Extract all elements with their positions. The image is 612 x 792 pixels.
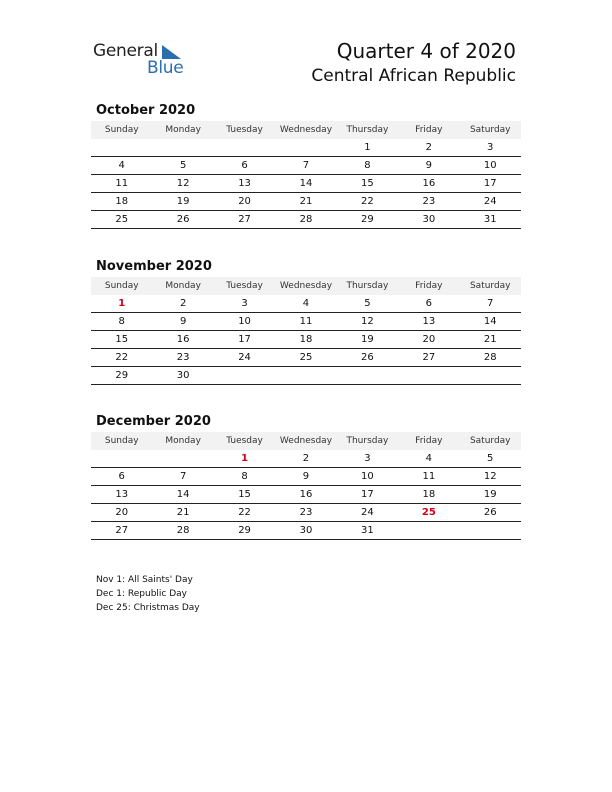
weekday-header — [91, 432, 521, 450]
calendar-day: 30 — [422, 214, 436, 225]
calendar-day — [91, 450, 152, 467]
calendar-day: 15 — [115, 334, 129, 345]
calendar-day: 28 — [483, 352, 497, 363]
weekday-label: Tuesday — [226, 436, 263, 446]
weekday-label: Thursday — [346, 125, 389, 135]
month-december — [91, 412, 521, 540]
calendar-day: 6 — [425, 298, 432, 309]
calendar-day: 2 — [179, 298, 187, 309]
calendar-day: 8 — [118, 316, 125, 327]
weekday-label: Saturday — [469, 125, 511, 135]
calendar-day: 27 — [238, 214, 251, 225]
weekday-label: Wednesday — [279, 436, 333, 446]
calendar-day: 9 — [302, 471, 310, 482]
calendar-week-row — [91, 468, 521, 486]
calendar-day: 2 — [302, 453, 310, 464]
calendar-day: 21 — [299, 196, 313, 207]
calendar-week-row — [91, 175, 521, 193]
logo-general-text: General — [93, 41, 158, 61]
calendar-day: 3 — [487, 142, 494, 153]
calendar-day: 8 — [241, 471, 248, 482]
weekday-label: Friday — [415, 436, 443, 446]
calendar-day: 9 — [179, 316, 187, 327]
weekday-label: Tuesday — [226, 281, 263, 291]
weekday-label: Saturday — [469, 281, 511, 291]
weekday-label: Friday — [415, 281, 443, 291]
calendar-day: 1 — [241, 453, 249, 464]
calendar-day: 18 — [115, 196, 129, 207]
weekday-label: Wednesday — [279, 125, 333, 135]
calendar-day: 12 — [483, 471, 497, 482]
calendar-day: 13 — [115, 489, 129, 500]
logo — [93, 41, 193, 81]
weekday-label: Wednesday — [279, 281, 333, 291]
calendar-day: 4 — [425, 453, 432, 464]
calendar-day: 4 — [118, 160, 125, 171]
calendar-day: 29 — [115, 370, 129, 381]
calendar-week-row — [91, 450, 521, 468]
calendar-day: 1 — [118, 298, 126, 309]
calendar-week-row — [91, 295, 521, 313]
calendar-day: 30 — [299, 525, 313, 536]
calendar-day — [337, 367, 398, 384]
calendar-day: 29 — [238, 525, 251, 536]
month-title: November 2020 — [96, 259, 212, 274]
calendar-week-row — [91, 313, 521, 331]
calendar-week-row — [91, 504, 521, 522]
holiday-note: Dec 1: Republic Day — [96, 589, 187, 599]
calendar-day — [398, 522, 459, 539]
calendar-day: 3 — [364, 453, 371, 464]
month-grid — [91, 295, 521, 385]
calendar-day: 31 — [361, 525, 374, 536]
calendar-day: 6 — [241, 160, 248, 171]
calendar-day: 5 — [179, 160, 187, 171]
month-october — [91, 101, 521, 229]
calendar-day — [275, 367, 336, 384]
calendar-day: 16 — [176, 334, 190, 345]
calendar-day: 23 — [176, 352, 190, 363]
weekday-label: Thursday — [346, 436, 389, 446]
weekday-label: Saturday — [469, 436, 511, 446]
calendar-day: 10 — [361, 471, 374, 482]
calendar-week-row — [91, 211, 521, 229]
calendar-day: 26 — [176, 214, 190, 225]
calendar-day: 4 — [302, 298, 310, 309]
calendar-week-row — [91, 349, 521, 367]
calendar-day: 11 — [115, 178, 129, 189]
page-subtitle: Central African Republic — [311, 66, 516, 86]
calendar-day: 5 — [487, 453, 494, 464]
calendar-day: 12 — [361, 316, 374, 327]
calendar-day: 24 — [361, 507, 374, 518]
calendar-day: 17 — [361, 489, 374, 500]
weekday-label: Friday — [415, 125, 443, 135]
calendar-day: 11 — [422, 471, 436, 482]
holiday-notes — [96, 573, 200, 615]
calendar-day: 14 — [483, 316, 497, 327]
calendar-day: 20 — [115, 507, 129, 518]
calendar-day: 31 — [483, 214, 497, 225]
logo-triangle-icon — [162, 43, 182, 59]
calendar-day — [152, 450, 213, 467]
calendar-day — [214, 139, 275, 156]
calendar-day: 26 — [361, 352, 374, 363]
calendar-day — [152, 139, 213, 156]
calendar-day: 16 — [299, 489, 313, 500]
weekday-label: Thursday — [346, 281, 389, 291]
calendar-day: 5 — [364, 298, 371, 309]
calendar-day — [398, 367, 459, 384]
calendar-day: 24 — [483, 196, 497, 207]
calendar-day: 24 — [238, 352, 251, 363]
calendar-day: 21 — [176, 507, 190, 518]
calendar-day: 20 — [422, 334, 436, 345]
holiday-note: Dec 25: Christmas Day — [96, 603, 200, 613]
calendar-week-row — [91, 157, 521, 175]
calendar-day: 28 — [176, 525, 190, 536]
calendar-day: 20 — [238, 196, 251, 207]
calendar-day: 17 — [238, 334, 251, 345]
calendar-day: 22 — [115, 352, 129, 363]
weekday-label: Sunday — [104, 125, 139, 135]
weekday-label: Sunday — [104, 436, 139, 446]
calendar-day: 21 — [483, 334, 497, 345]
weekday-label: Monday — [165, 436, 201, 446]
calendar-day — [214, 367, 275, 384]
calendar-day: 13 — [238, 178, 251, 189]
calendar-day: 7 — [487, 298, 494, 309]
calendar-day: 14 — [176, 489, 190, 500]
holiday-note: Nov 1: All Saints' Day — [96, 575, 193, 585]
calendar-day: 22 — [361, 196, 374, 207]
weekday-label: Monday — [165, 281, 201, 291]
calendar-day: 8 — [364, 160, 371, 171]
calendar-day: 19 — [176, 196, 190, 207]
calendar-day: 9 — [425, 160, 432, 171]
calendar-day: 10 — [483, 160, 497, 171]
calendar-day: 12 — [176, 178, 190, 189]
calendar-week-row — [91, 331, 521, 349]
calendar-day: 17 — [483, 178, 497, 189]
calendar-day: 7 — [302, 160, 310, 171]
calendar-day: 18 — [299, 334, 313, 345]
calendar-day: 3 — [241, 298, 248, 309]
month-title: December 2020 — [96, 414, 211, 429]
calendar-day: 15 — [361, 178, 374, 189]
weekday-label: Monday — [165, 125, 201, 135]
month-grid — [91, 450, 521, 540]
month-november — [91, 257, 521, 385]
calendar-day — [460, 522, 521, 539]
calendar-day: 14 — [299, 178, 313, 189]
calendar-day — [91, 139, 152, 156]
weekday-label: Tuesday — [226, 125, 263, 135]
calendar-day: 27 — [422, 352, 436, 363]
weekday-label: Sunday — [104, 281, 139, 291]
calendar-week-row — [91, 139, 521, 157]
logo-blue-text: Blue — [147, 58, 184, 78]
calendar-day: 23 — [422, 196, 436, 207]
calendar-day: 29 — [361, 214, 374, 225]
calendar-day: 25 — [421, 507, 436, 518]
calendar-day: 11 — [299, 316, 313, 327]
page-title: Quarter 4 of 2020 — [336, 39, 516, 63]
calendar-day: 7 — [179, 471, 187, 482]
calendar-day: 15 — [238, 489, 251, 500]
calendar-day: 23 — [299, 507, 313, 518]
calendar-day: 19 — [361, 334, 374, 345]
calendar-day: 25 — [299, 352, 313, 363]
calendar-week-row — [91, 486, 521, 504]
calendar-day: 6 — [118, 471, 125, 482]
calendar-day — [275, 139, 336, 156]
calendar-day: 2 — [425, 142, 432, 153]
calendar-day: 28 — [299, 214, 313, 225]
calendar-day: 1 — [364, 142, 371, 153]
calendar-day: 30 — [176, 370, 190, 381]
calendar-day: 10 — [238, 316, 251, 327]
calendar-day: 27 — [115, 525, 129, 536]
calendar-day: 16 — [422, 178, 436, 189]
calendar-week-row — [91, 193, 521, 211]
calendar-day: 13 — [422, 316, 436, 327]
month-grid — [91, 139, 521, 229]
calendar-week-row — [91, 522, 521, 540]
calendar-day: 26 — [483, 507, 497, 518]
calendar-day: 25 — [115, 214, 129, 225]
calendar-day — [460, 367, 521, 384]
weekday-header — [91, 121, 521, 139]
weekday-header — [91, 277, 521, 295]
calendar-day: 22 — [238, 507, 251, 518]
month-title: October 2020 — [96, 103, 196, 118]
calendar-week-row — [91, 367, 521, 385]
calendar-day: 19 — [483, 489, 497, 500]
calendar-day: 18 — [422, 489, 436, 500]
